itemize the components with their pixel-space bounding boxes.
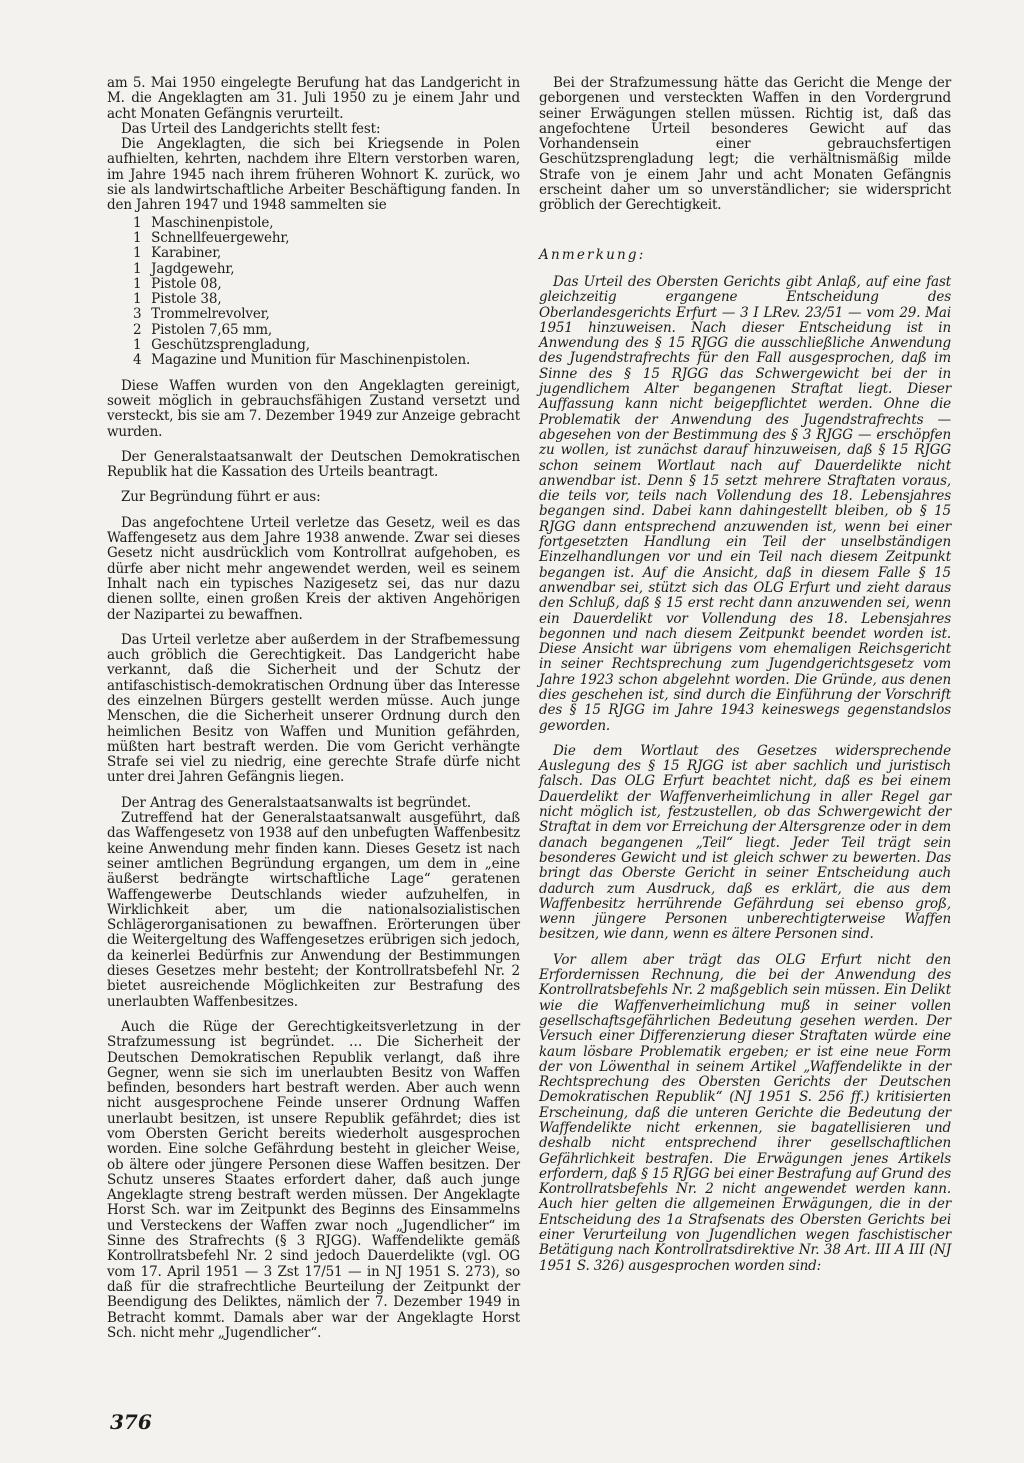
paragraph: Der Generalstaatsanwalt der Deutschen Demokratischen Republik hat die Kassation des Urteils beantragt. <box>107 448 520 481</box>
paragraph: Die Angeklagten, die sich bei Kriegsende in Polen aufhielten, kehrten, nachdem ihre Eltern verstorben waren, im Jahre 1945 nach ihrem früheren Wohnort K. zurück, wo sie als landwirtschaftliche Arbeiter Beschäftigung fanden. In den Jahren 1947 und 1948 sammelten sie <box>107 136 520 214</box>
weapons-list <box>107 216 520 369</box>
paragraph: Bei der Strafzumessung hätte das Gericht die Menge der geborgenen und versteckten Waffen in den Vordergrund seiner Erwägungen stellen müssen. Richtig ist, daß das angefochtene Urteil besonderes Gewicht auf das Vorhandensein einer gebrauchsfertigen Geschützsprengladung legt; die verhältnismäßig milde Strafe von je einem Jahr und acht Monaten Gefängnis erscheint daher um so unverständlicher; sie widerspricht gröblich der Gerechtigkeit. <box>539 75 951 214</box>
list-item: 1 Geschützsprengladung, <box>133 337 310 354</box>
list-item: 1 Schnellfeuergewehr, <box>133 229 290 246</box>
paragraph: am 5. Mai 1950 eingelegte Berufung hat das Landgericht in M. die Angeklagten am 31. Juli 1950 zu je einem Jahr und acht Monaten Gefängnis verurteilt. <box>107 75 520 122</box>
right-column <box>539 76 951 1274</box>
list-item: 3 Trommelrevolver, <box>133 306 270 323</box>
list-item: 1 Karabiner, <box>133 245 222 262</box>
paragraph: Diese Waffen wurden von den Angeklagten gereinigt, soweit möglich in gebrauchsfähigen Zustand versetzt und versteckt, bis sie am 7. Dezember 1949 zur Anzeige gebracht wurden. <box>107 377 520 440</box>
annotation-paragraph: Die dem Wortlaut des Gesetzes widersprechende Auslegung des § 15 RJGG ist aber sachlich und juristisch falsch. Das OLG Erfurt beachtet nicht, daß es bei einem Dauerdelikt der Waffenverheimlichung in aller Regel gar nicht möglich ist, festzustellen, ob das Schwergewicht der Straftat in dem vor Erreichung der Altersgrenze oder in dem danach begangenen „Teil“ liegt. Jeder Teil trägt sein besonderes Gewicht und ist gleich schwer zu bewerten. Das bringt das Oberste Gericht in seiner Entscheidung auch dadurch zum Ausdruck, daß es erklärt, die aus dem Waffenbesitz herrührende Gefährdung sei ebenso groß, wenn jüngere Personen unberechtigterweise Waffen besitzen, wie dann, wenn es ältere Personen sind. <box>539 742 951 943</box>
list-item: 2 Pistolen 7,65 mm, <box>133 321 273 338</box>
annotation-paragraph: Vor allem aber trägt das OLG Erfurt nicht den Erfordernissen Rechnung, die bei der Anwendung des Kontrollratsbefehls Nr. 2 maßgeblich sein müssen. Ein Delikt wie die Waffenverheimlichung muß in seiner vollen gesellschaftsgefährlichen Bedeutung gesehen werden. Der Versuch einer Differenzierung dieser Straftaten würde eine kaum lösbare Problematik ergeben; er ist eine neue Form der von Löwenthal in seinem Artikel „Waffendelikte in der Rechtsprechung des Obersten Gerichts der Deutschen Demokratischen Republik“ (NJ 1951 S. 256 ff.) kritisierten Erscheinung, daß die unteren Gerichte die Bedeutung der Waffendelikte nicht erkennen, sie bagatellisieren und deshalb nicht entsprechend ihrer gesellschaftlichen Gefährlichkeit bestrafen. Die Erwägungen jenes Artikels erfordern, daß § 15 RJGG bei einer Bestrafung auf Grund des Kontrollratsbefehls Nr. 2 nicht angewendet werden kann. Auch hier gelten die allgemeinen Erwägungen, die in der Entscheidung des 1a Strafsenats des Obersten Gerichts bei einer Verurteilung von Jugendlichen wegen faschistischer Betätigung nach Kontrollratsdirektive Nr. 38 Art. III A III (NJ 1951 S. 326) ausgesprochen worden sind: <box>539 951 951 1274</box>
paragraph: Das Urteil verletze aber außerdem in der Strafbemessung auch gröblich die Gerechtigkeit. Das Landgericht habe verkannt, daß die Sicherheit und der Schutz der antifaschistisch-demokratischen Ordnung über das Interesse des einzelnen Bürgers gestellt werden müsse. Auch junge Menschen, die die Sicherheit unserer Ordnung durch den heimlichen Besitz von Waffen und Munition gefährden, müßten hart bestraft werden. Die vom Gericht verhängte Strafe sei viel zu niedrig, eine gerechte Strafe dürfe nicht unter drei Jahren Gefängnis liegen. <box>107 631 520 786</box>
list-item: 1 Maschinenpistole, <box>133 214 274 231</box>
list-item: 1 Jagdgewehr, <box>133 260 235 277</box>
paragraph: Das Urteil des Landgerichts stellt fest: <box>121 120 381 137</box>
left-column <box>107 76 520 1341</box>
paragraph: Zur Begründung führt er aus: <box>121 489 321 506</box>
section-heading: Anmerkung: <box>539 246 646 263</box>
list-item: 1 Pistole 08, <box>133 275 222 292</box>
list-item: 1 Pistole 38, <box>133 291 222 308</box>
page-number: 376 <box>110 1410 152 1434</box>
annotation-paragraph: Das Urteil des Obersten Gerichts gibt Anlaß, auf eine fast gleichzeitig ergangene Entscheidung des Oberlandesgerichts Erfurt — 3 I LRev. 23/51 — vom 29. Mai 1951 hinzuweisen. Nach dieser Entscheidung ist in Anwendung des § 15 RJGG die ausschließliche Anwendung des Jugendstrafrechts für den Fall ausgesprochen, daß im Sinne des § 15 RJGG das Schwergewicht bei der in jugendlichem Alter begangenen Straftat liegt. Dieser Auffassung kann nicht beigepflichtet werden. Ohne die Problematik der Anwendung des Jugendstrafrechts — abgesehen von der Bestimmung des § 3 RJGG — erschöpfen zu wollen, ist zunächst darauf hinzuweisen, daß § 15 RJGG schon seinem Wortlaut nach auf Dauerdelikte nicht anwendbar ist. Denn § 15 setzt mehrere Straftaten voraus, die teils vor, teils nach Vollendung des 18. Lebensjahres begangen sind. Dabei kann dahingestellt bleiben, ob § 15 RJGG dann entsprechend anzuwenden ist, wenn bei einer fortgesetzten Handlung ein Teil der unselbständigen Einzelhandlungen vor und ein Teil nach diesem Zeitpunkt begangen ist. Auf die Ansicht, daß in diesem Falle § 15 anwendbar sei, stützt sich das OLG Erfurt und zieht daraus den Schluß, daß § 15 erst recht dann anzuwenden sei, wenn ein Dauerdelikt vor Vollendung des 18. Lebensjahres begonnen und nach diesem Zeitpunkt beendet worden ist. Diese Ansicht war übrigens vom ehemaligen Reichsgericht in seiner Rechtsprechung zum Jugendgerichtsgesetz vom Jahre 1923 schon abgelehnt worden. Die Gründe, aus denen dies geschehen ist, sind durch die Einführung der Vorschrift des § 15 RJGG im Jahre 1943 keineswegs gegenstandslos geworden. <box>539 273 951 734</box>
paragraph: Das angefochtene Urteil verletze das Gesetz, weil es das Waffengesetz aus dem Jahre 1938 anwende. Zwar sei dieses Gesetz nicht ausdrücklich vom Kontrollrat aufgehoben, es dürfe aber nicht mehr angewendet werden, weil es seinem Inhalt nach ein typisches Nazigesetz sei, das nur dazu dienen sollte, einen großen Kreis der aktiven Angehörigen der Nazipartei zu bewaffnen. <box>107 514 520 623</box>
paragraph: Auch die Rüge der Gerechtigkeitsverletzung in der Strafzumessung ist begründet. … Die Sicherheit der Deutschen Demokratischen Republik verlangt, daß ihre Gegner, wenn sie sich im unerlaubten Besitz von Waffen befinden, besonders hart bestraft werden. Aber auch wenn nicht ausgesprochene Feinde unserer Ordnung Waffen unerlaubt besitzen, ist unsere Republik gefährdet; dies ist vom Obersten Gericht bereits wiederholt ausgesprochen worden. Eine solche Gefährdung besteht in gleicher Weise, ob ältere oder jüngere Personen diese Waffen besitzen. Der Schutz unseres Staates erfordert daher, daß auch junge Angeklagte streng bestraft werden müssen. Der Angeklagte Horst Sch. war im Zeitpunkt des Beginns des Einsammelns und Versteckens der Waffen zwar noch „Jugendlicher“ im Sinne des Strafrechts (§ 3 RJGG). Waffendelikte gemäß Kontrollratsbefehl Nr. 2 sind jedoch Dauerdelikte (vgl. OG vom 17. April 1951 — 3 Zst 17/51 — in NJ 1951 S. 273), so daß für die strafrechtliche Beurteilung der Zeitpunkt der Beendigung des Deliktes, nämlich der 7. Dezember 1949 in Betracht kommt. Damals aber war der Angeklagte Horst Sch. nicht mehr „Jugendlicher“. <box>107 1018 520 1341</box>
paragraph: Zutreffend hat der Generalstaatsanwalt ausgeführt, daß das Waffengesetz von 1938 auf den unbefugten Waffenbesitz keine Anwendung mehr finden kann. Dieses Gesetz ist nach seiner amtlichen Begründung ergangen, um dem in „eine äußerst bedrängte wirtschaftliche Lage“ geratenen Waffengewerbe Deutschlands wieder aufzuhelfen, in Wirklichkeit aber, um die nationalsozialistischen Schlägerorganisationen zu bewaffnen. Erörterungen über die Weitergeltung des Waffengesetzes erübrigen sich jedoch, da keinerlei Bedürfnis zur Anwendung der Bestimmungen dieses Gesetzes mehr besteht; der Kontrollratsbefehl Nr. 2 bietet ausreichende Möglichkeiten zur Bestrafung des unerlaubten Waffenbesitzes. <box>107 810 520 1010</box>
paragraph: Der Antrag des Generalstaatsanwalts ist begründet. <box>121 794 472 811</box>
list-item: 4 Magazine und Munition für Maschinenpistolen. <box>133 352 471 369</box>
